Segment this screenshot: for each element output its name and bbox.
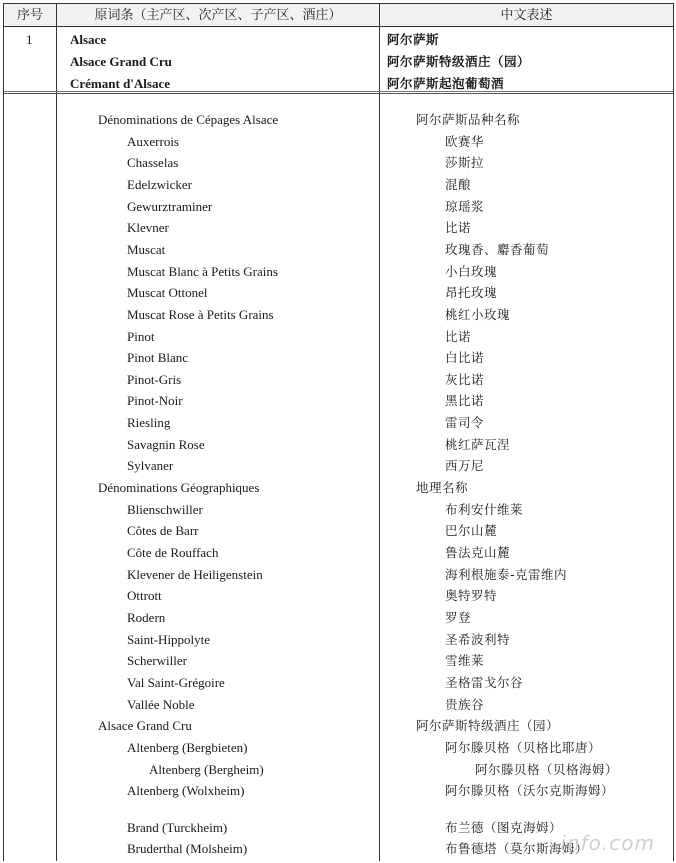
entry-original-9: Muscat Rose à Petits Grains [127, 306, 274, 322]
entry-chinese-25: 雪维莱 [445, 653, 485, 669]
entry-chinese-24: 圣希波利特 [445, 631, 511, 647]
entry-original-6: Muscat [127, 241, 166, 257]
entry-chinese-0: 阿尔萨斯品种名称 [416, 112, 521, 127]
entry-original-1: Auxerrois [127, 133, 179, 149]
entry-chinese-11: 白比诺 [445, 350, 485, 366]
entry-chinese-2: 莎斯拉 [445, 155, 485, 171]
entry-chinese-16: 西万尼 [445, 458, 485, 474]
entry-chinese-17: 地理名称 [416, 480, 469, 496]
entry-chinese-10: 比诺 [445, 328, 472, 344]
entry-original-23: Rodern [127, 609, 166, 625]
entry-original-17: Dénominations Géographiques [98, 480, 260, 496]
main-region-grand-cru: Alsace Grand Cru [70, 54, 172, 69]
entry-chinese-6: 玫瑰香、麝香葡萄 [445, 241, 550, 257]
entry-chinese-9: 桃红小玫瑰 [445, 306, 511, 322]
entry-chinese-26: 圣格雷戈尔谷 [445, 674, 524, 690]
entry-chinese-30: 阿尔滕贝格（贝格海姆） [475, 761, 619, 777]
entry-original-15: Savagnin Rose [127, 436, 205, 452]
entry-original-33: Bruderthal (Molsheim) [127, 841, 248, 857]
entry-original-16: Sylvaner [127, 458, 174, 474]
entry-original-29: Altenberg (Bergbieten) [127, 739, 248, 755]
entry-chinese-18: 布利安什维莱 [445, 501, 524, 517]
entry-chinese-29: 阿尔滕贝格（贝格比耶唐） [445, 739, 602, 755]
entry-chinese-14: 雷司令 [445, 415, 485, 431]
entry-chinese-5: 比诺 [445, 220, 472, 236]
entry-original-0: Dénominations de Cépages Alsace [98, 112, 279, 127]
entry-chinese-13: 黑比诺 [445, 393, 485, 409]
entry-chinese-3: 混酿 [445, 176, 472, 192]
row-separator [4, 91, 673, 92]
entry-original-31: Altenberg (Wolxheim) [127, 783, 245, 799]
entry-chinese-32: 布兰德（图克海姆） [445, 819, 563, 835]
entry-original-27: Vallée Noble [127, 696, 195, 712]
entry-original-24: Saint-Hippolyte [127, 631, 211, 647]
entry-chinese-20: 鲁法克山麓 [445, 545, 511, 560]
entry-original-13: Pinot-Noir [127, 393, 183, 409]
entry-original-20: Côte de Rouffach [127, 545, 219, 560]
watermark: info.com [560, 831, 655, 855]
entry-chinese-1: 欧赛华 [445, 133, 485, 149]
main-region-alsace-zh: 阿尔萨斯 [387, 32, 440, 47]
entry-original-12: Pinot-Gris [127, 371, 182, 387]
header-chinese-term: 中文表述 [500, 7, 553, 22]
entry-original-7: Muscat Blanc à Petits Grains [127, 263, 278, 279]
entry-original-4: Gewurztraminer [127, 198, 213, 214]
row-number: 1 [26, 32, 33, 47]
entry-original-30: Altenberg (Bergheim) [149, 761, 264, 777]
column-divider-1 [56, 3, 57, 861]
entry-chinese-31: 阿尔滕贝格（沃尔克斯海姆） [445, 783, 615, 799]
header-number: 序号 [16, 7, 43, 22]
entry-original-2: Chasselas [127, 155, 179, 171]
entry-original-5: Klevner [127, 220, 169, 236]
entry-original-32: Brand (Turckheim) [127, 819, 228, 835]
entry-original-21: Klevener de Heiligenstein [127, 566, 263, 582]
entry-original-3: Edelzwicker [127, 176, 192, 192]
entry-chinese-12: 灰比诺 [445, 371, 485, 387]
entry-chinese-19: 巴尔山麓 [445, 523, 498, 539]
wine-name-table [3, 3, 674, 861]
main-region-cremant: Crémant d'Alsace [70, 76, 171, 91]
entry-original-8: Muscat Ottonel [127, 285, 208, 301]
header-original-term: 原词条（主产区、次产区、子产区、酒庄） [94, 7, 342, 22]
entry-chinese-23: 罗登 [445, 609, 472, 625]
entry-chinese-4: 琼瑶浆 [445, 198, 485, 214]
main-region-cremant-zh: 阿尔萨斯起泡葡萄酒 [387, 76, 505, 91]
table-header [4, 3, 673, 27]
entry-original-19: Côtes de Barr [127, 523, 199, 539]
entry-chinese-28: 阿尔萨斯特级酒庄（园） [416, 718, 560, 734]
entry-chinese-33: 布鲁德塔（莫尔斯海姆） [445, 841, 589, 857]
entry-original-11: Pinot Blanc [127, 350, 189, 366]
entry-original-22: Ottrott [127, 588, 162, 604]
entry-chinese-7: 小白玫瑰 [445, 263, 498, 279]
entry-original-10: Pinot [127, 328, 155, 344]
entry-chinese-21: 海利根施泰-克雷维内 [445, 566, 568, 582]
main-region-grand-cru-zh: 阿尔萨斯特级酒庄（园） [387, 54, 531, 69]
entry-chinese-15: 桃红萨瓦涅 [445, 436, 511, 452]
entry-chinese-8: 昂托玫瑰 [445, 285, 498, 301]
entry-original-25: Scherwiller [127, 653, 187, 669]
entry-original-18: Blienschwiller [127, 501, 203, 517]
table-row-1 [4, 26, 673, 94]
entry-chinese-22: 奥特罗特 [445, 588, 498, 604]
entry-original-26: Val Saint-Grégoire [127, 674, 225, 690]
main-region-alsace: Alsace [70, 32, 107, 47]
entry-original-14: Riesling [127, 415, 171, 431]
entry-chinese-27: 贵族谷 [445, 696, 485, 712]
entry-original-28: Alsace Grand Cru [98, 718, 192, 734]
column-divider-2 [379, 3, 380, 861]
